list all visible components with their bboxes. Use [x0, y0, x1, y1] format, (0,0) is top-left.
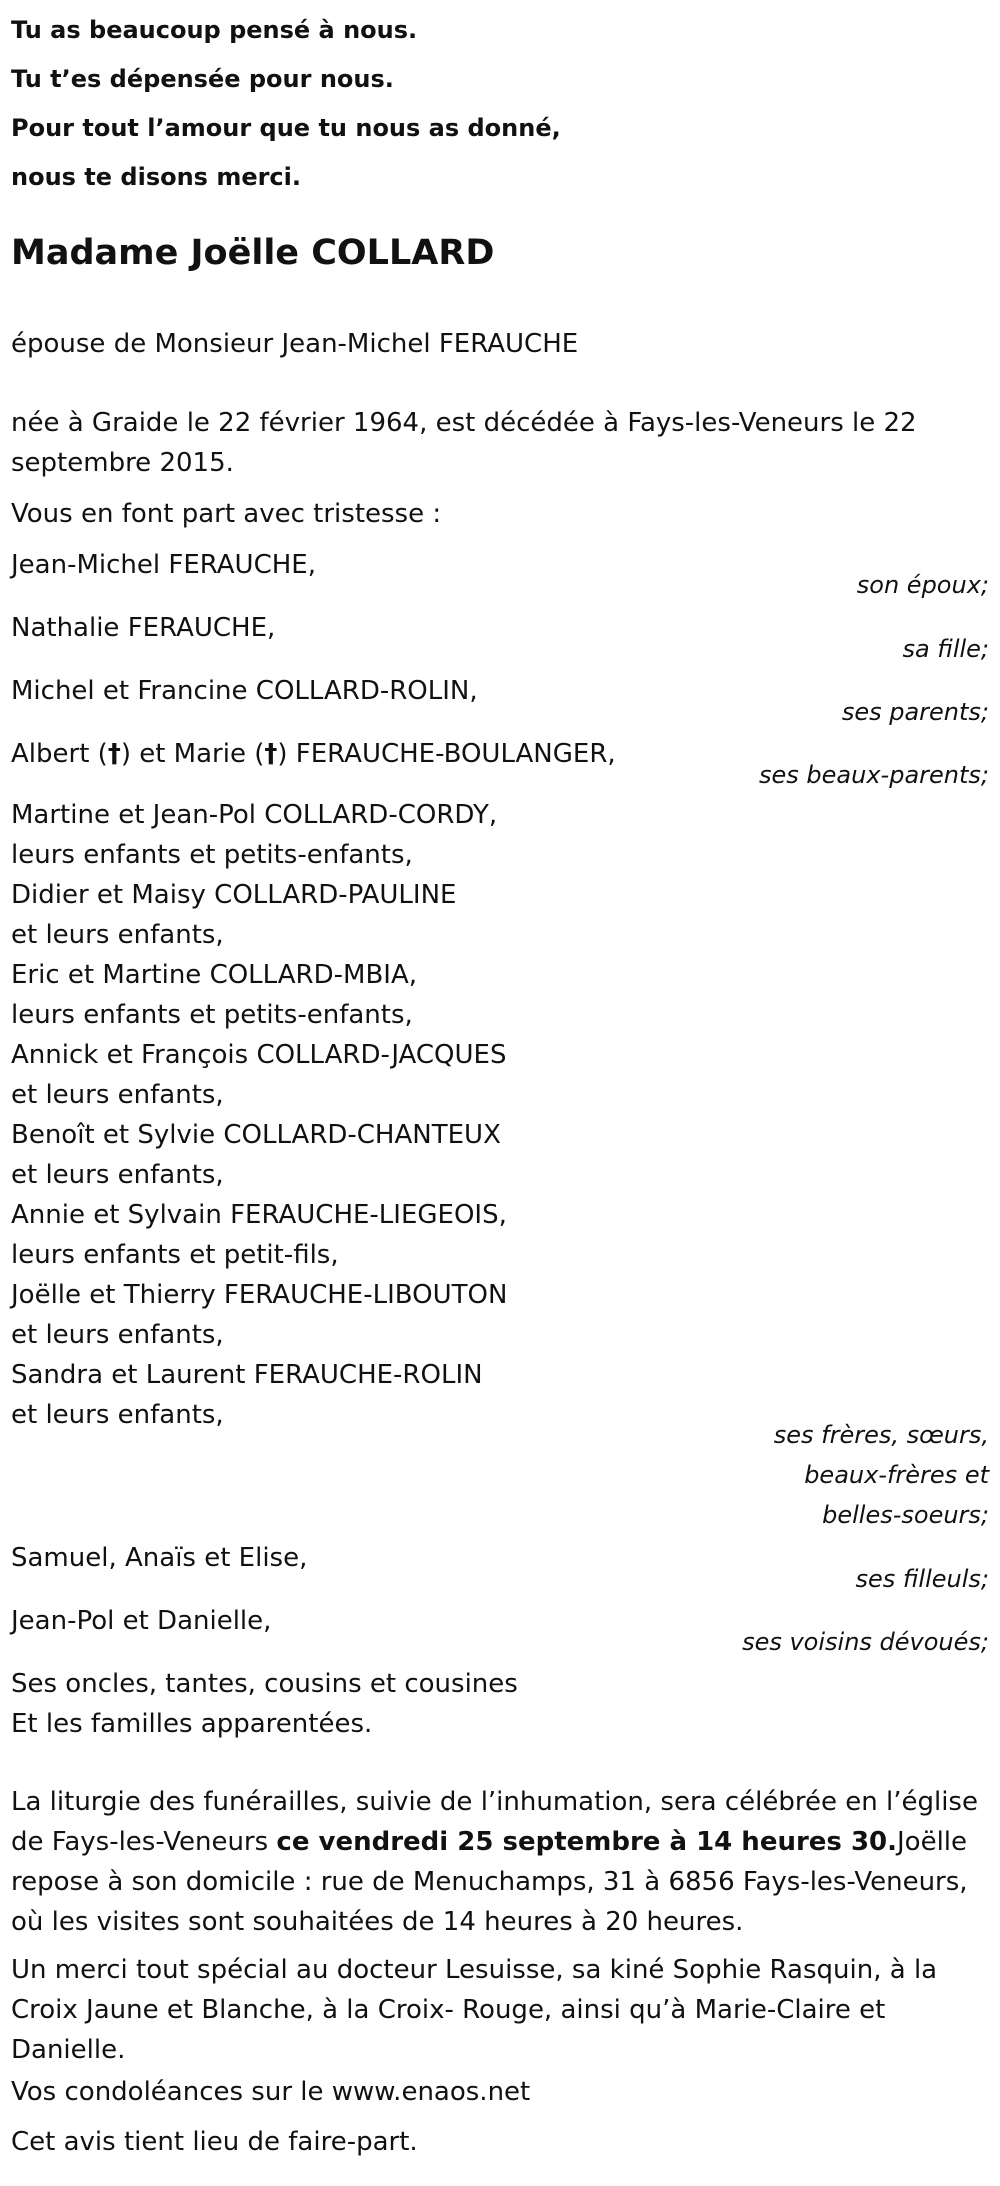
notice-line: Cet avis tient lieu de faire-part.: [11, 2127, 418, 2157]
cross-icon: †: [107, 739, 121, 769]
siblings-role: ses frères, sœurs, beaux-frères et belles-soeurs;: [773, 1421, 989, 1529]
poem-line: Tu t’es dépensée pour nous.: [11, 65, 394, 93]
siblings-list: [11, 795, 507, 1435]
list-item: Joëlle et Thierry FERAUCHE-LIBOUTON: [11, 1280, 508, 1310]
list-item: Et les familles apparentées.: [11, 1709, 373, 1739]
list-item: Eric et Martine COLLARD-MBIA,: [11, 960, 417, 990]
list-item: et leurs enfants,: [11, 1160, 224, 1190]
daughter-name: Nathalie FERAUCHE,: [11, 613, 276, 643]
list-item: Didier et Maisy COLLARD-PAULINE: [11, 880, 457, 910]
parents-name: Michel et Francine COLLARD-ROLIN,: [11, 676, 478, 706]
neighbors-role: ses voisins dévoués;: [742, 1628, 989, 1656]
opening-poem: [11, 6, 561, 202]
announce-line: Vous en font part avec tristesse :: [11, 499, 442, 529]
husband-name: Jean-Michel FERAUCHE,: [11, 550, 316, 580]
list-item: Annie et Sylvain FERAUCHE-LIEGEOIS,: [11, 1200, 507, 1230]
inlaws-role: ses beaux-parents;: [759, 761, 989, 789]
list-item: et leurs enfants,: [11, 1320, 224, 1350]
cross-icon: †: [264, 739, 278, 769]
daughter-role: sa fille;: [902, 635, 989, 663]
list-item: Sandra et Laurent FERAUCHE-ROLIN: [11, 1360, 483, 1390]
list-item: leurs enfants et petit-fils,: [11, 1240, 339, 1270]
poem-line: Tu as beaucoup pensé à nous.: [11, 16, 418, 44]
godchildren-role: ses filleuls;: [855, 1565, 989, 1593]
inlaws-name: Albert (†) et Marie (†) FERAUCHE-BOULANGER,: [11, 739, 616, 769]
birth-death-line: née à Graide le 22 février 1964, est décédée à Fays-les-Veneurs le 22 septembre 2015.: [11, 408, 917, 478]
condolences-line: Vos condoléances sur le www.enaos.net: [11, 2077, 531, 2107]
list-item: Annick et François COLLARD-JACQUES: [11, 1040, 507, 1070]
list-item: leurs enfants et petits-enfants,: [11, 1000, 413, 1030]
list-item: Martine et Jean-Pol COLLARD-CORDY,: [11, 800, 498, 830]
list-item: et leurs enfants,: [11, 1400, 224, 1430]
thanks-paragraph: Un merci tout spécial au docteur Lesuisse, sa kiné Sophie Rasquin, à la Croix Jaune et Blanche, à la Croix- Rouge, ainsi qu’à Marie-Claire et Danielle.: [11, 1955, 938, 2065]
spouse-line: épouse de Monsieur Jean-Michel FERAUCHE: [11, 329, 579, 359]
poem-line: nous te disons merci.: [11, 163, 302, 191]
husband-role: son époux;: [856, 571, 989, 599]
list-item: et leurs enfants,: [11, 920, 224, 950]
neighbors-name: Jean-Pol et Danielle,: [11, 1606, 272, 1636]
list-item: leurs enfants et petits-enfants,: [11, 840, 413, 870]
godchildren-name: Samuel, Anaïs et Elise,: [11, 1543, 308, 1573]
list-item: Benoît et Sylvie COLLARD-CHANTEUX: [11, 1120, 501, 1150]
list-item: et leurs enfants,: [11, 1080, 224, 1110]
liturgy-paragraph: La liturgie des funérailles, suivie de l’inhumation, sera célébrée en l’église de Fays-les-Veneurs ce vendredi 25 septembre à 14 heures 30.Joëlle repose à son domicile : rue de Menuchamps, 31 à 6856 Fays-les-Veneurs, où les visites sont souhaitées de 14 heures à 20 heures.: [11, 1787, 978, 1937]
poem-line: Pour tout l’amour que tu nous as donné,: [11, 114, 561, 142]
other-relatives: [11, 1664, 518, 1744]
parents-role: ses parents;: [841, 698, 989, 726]
list-item: Ses oncles, tantes, cousins et cousines: [11, 1669, 518, 1699]
deceased-name: Madame Joëlle COLLARD: [11, 233, 495, 273]
liturgy-date: ce vendredi 25 septembre à 14 heures 30.: [276, 1827, 898, 1857]
